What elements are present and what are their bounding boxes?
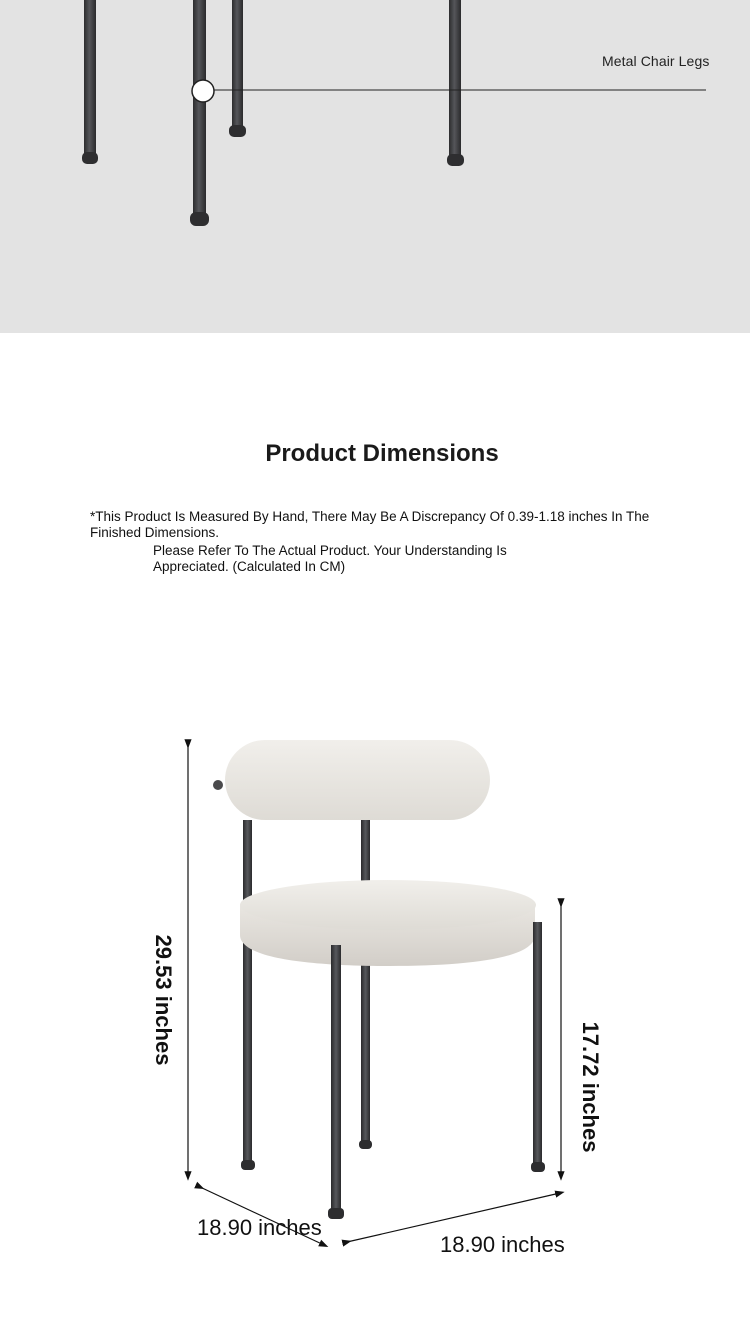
height-dimension-label: 29.53 inches [151,934,176,1066]
chair-leg [361,815,370,1145]
chair-illustration [0,680,750,1300]
depth-dimension-label: 18.90 inches [197,1215,322,1240]
chair-leg [82,0,98,164]
callout-marker [192,80,214,102]
chair-leg [331,945,341,1213]
measurement-note-continued: Please Refer To The Actual Product. Your Understanding Is Appreciated. (Calculated In CM) [153,543,507,574]
chair-dimensions-image [0,680,750,1300]
backrest [225,740,490,820]
callout-label: Metal Chair Legs [602,53,710,69]
chair-leg [447,0,464,166]
seat-cushion [240,880,536,930]
legs-closeup-image [0,0,750,333]
chair-leg [533,922,542,1167]
chair-leg [190,0,209,226]
chair-leg [229,0,246,137]
page-title: Product Dimensions [265,440,499,467]
chair-legs-illustration [0,0,750,333]
chair-leg [243,820,252,1165]
seat-height-dimension-label: 17.72 inches [578,1021,603,1153]
width-dimension-label: 18.90 inches [440,1232,565,1257]
measurement-note: *This Product Is Measured By Hand, There May Be A Discrepancy Of 0.39-1.18 inches In The Finished Dimensions. [90,509,650,540]
